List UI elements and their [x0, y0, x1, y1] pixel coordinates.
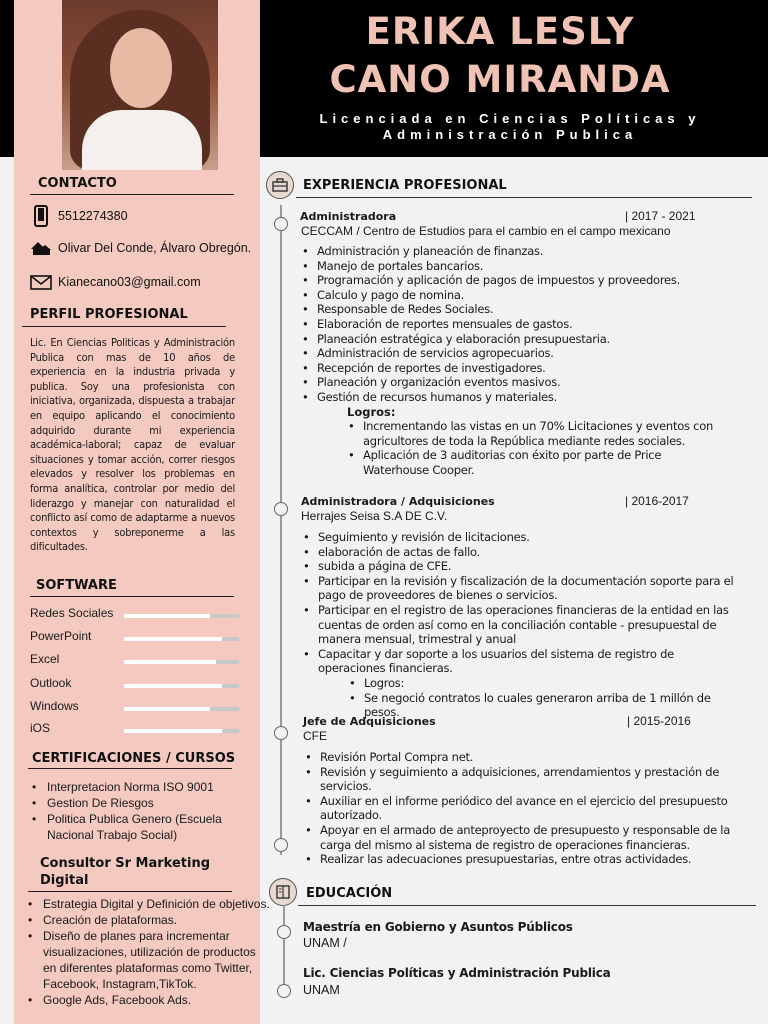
list-item: • Creación de plataformas.	[26, 912, 270, 928]
list-item: • Estrategia Digital y Definición de objetivos.	[26, 896, 270, 912]
list-item: • Planeación estratégica y elaboración presupuestaria.	[300, 332, 740, 347]
certifications-heading: CERTIFICACIONES / CURSOS	[32, 751, 236, 766]
skill-bar-fill	[124, 614, 210, 618]
timeline-dot	[277, 984, 291, 998]
list-item: • Calculo y pago de nomina.	[300, 288, 740, 303]
list-item: • Programación y aplicación de pagos de impuestos y proveedores.	[300, 273, 740, 288]
contact-heading: CONTACTO	[38, 176, 117, 191]
skill-bar-fill	[124, 637, 222, 641]
list-item: • Elaboración de reportes mensuales de gastos.	[300, 317, 740, 332]
job-company: Herrajes Seisa S.A DE C.V.	[301, 509, 448, 523]
software-heading: SOFTWARE	[36, 578, 117, 593]
software-label: Excel	[30, 652, 60, 666]
list-item: • Gestion De Riesgos	[30, 795, 240, 811]
list-item: • Manejo de portales bancarios.	[300, 259, 740, 274]
book-icon	[269, 878, 297, 906]
list-item: • Aplicación de 3 auditorias con éxito por parte de Price Waterhouse Cooper.	[346, 448, 726, 477]
list-item: • Realizar las adecuaciones presupuestarias, entre otras actividades.	[303, 852, 747, 867]
profile-divider	[22, 326, 226, 327]
achievements-list	[346, 419, 726, 477]
job-title: Administradora / Adquisiciones	[301, 495, 495, 508]
education-title: Lic. Ciencias Políticas y Administración Publica	[303, 966, 611, 980]
contact-phone	[30, 206, 128, 226]
phone-icon	[30, 206, 52, 226]
software-label: iOS	[30, 721, 51, 735]
list-item: • Auxiliar en el informe periódico del avance en el ejercicio del presupuesto autorizado.	[303, 794, 747, 823]
software-label: Outlook	[30, 676, 72, 690]
job-date: | 2016-2017	[625, 494, 689, 508]
profile-photo	[62, 0, 218, 170]
profile-text: Lic. En Ciencias Politicas y Administración Publica con mas de 10 años de experiencia en la industria privada y publica. Soy una profesionista con iniciativa, organizada, dispuesta a trabajar en equipo aplicando el conocimiento adquirido durante mi experiencia académica-laboral; capaz de evaluar situaciones y tomar acción, correr riesgos elevados y resolver los problemas en forma analítica, controlar por medio del liderazgo y manejar con naturalidad el conflicto así como de adaptarme a nuevos contextos y sobreponerme a las dificultades.	[30, 336, 235, 554]
profile-heading: PERFIL PROFESIONAL	[30, 307, 188, 322]
subtitle-line-1: Licenciada en Ciencias Políticas y	[319, 111, 701, 126]
mail-icon	[30, 272, 52, 292]
list-item: • Administración de servicios agropecuarios.	[300, 346, 740, 361]
timeline-line	[280, 205, 282, 855]
name-line-2: CANO MIRANDA	[329, 58, 671, 101]
skill-bar-track	[124, 729, 239, 733]
timeline-dot	[277, 925, 291, 939]
list-item: • Gestión de recursos humanos y materiales.	[300, 390, 740, 405]
job-company: CECCAM / Centro de Estudios para el cambio en el campo mexicano	[301, 224, 671, 238]
software-divider	[30, 596, 234, 597]
list-item: • Google Ads, Facebook Ads.	[26, 992, 270, 1008]
timeline-dot	[274, 217, 288, 231]
job-bullets	[301, 530, 743, 676]
software-label: Redes Sociales	[30, 606, 114, 620]
job-title: Administradora	[300, 210, 397, 223]
list-item: • subida a página de CFE.	[301, 559, 743, 574]
skill-bar-fill	[124, 729, 222, 733]
timeline-dot	[274, 838, 288, 852]
list-item: • Politica Publica Genero (Escuela Nacional Trabajo Social)	[30, 811, 240, 843]
list-item: • Participar en el registro de las operaciones financieras de la entidad en las cuentas de orden así como en la conciliación contable - presupuestal de manera mensual, trimestral y anual	[301, 603, 743, 647]
skill-bar-track	[124, 684, 239, 688]
marketing-list	[26, 896, 270, 1008]
timeline-line	[283, 905, 285, 993]
education-heading: EDUCACIÓN	[306, 886, 393, 901]
list-item: • Administración y planeación de finanzas.	[300, 244, 740, 259]
name-line-1: ERIKA LESLY	[365, 10, 635, 53]
education-school: UNAM	[303, 983, 340, 997]
list-item: • Recepción de reportes de investigadores.	[300, 361, 740, 376]
certifications-list	[30, 779, 240, 843]
list-item: • Logros:	[347, 676, 747, 691]
subtitle-line-2: Administración Publica	[382, 127, 638, 142]
job-company: CFE	[303, 729, 327, 743]
job-bullets	[303, 750, 747, 867]
home-icon	[30, 238, 52, 258]
software-label: Windows	[30, 699, 79, 713]
email-link[interactable]: Kianecano03@gmail.com	[58, 275, 201, 289]
skill-bar-fill	[124, 660, 216, 664]
skill-bar-track	[124, 707, 239, 711]
contact-divider	[30, 194, 234, 195]
experience-divider	[296, 197, 752, 198]
timeline-dot	[274, 502, 288, 516]
software-item	[30, 606, 245, 626]
education-divider	[298, 905, 756, 906]
contact-address	[30, 238, 251, 258]
job-title: Jefe de Adquisiciones	[303, 715, 436, 728]
software-label: PowerPoint	[30, 629, 92, 643]
phone-number[interactable]: 5512274380	[58, 209, 128, 223]
education-school: UNAM /	[303, 936, 347, 950]
job-date: | 2015-2016	[627, 714, 691, 728]
software-item	[30, 721, 245, 741]
address-text: Olivar Del Conde, Álvaro Obregón.	[58, 241, 252, 255]
software-item	[30, 676, 245, 696]
marketing-divider	[28, 891, 232, 892]
achievements-label: Logros:	[347, 405, 396, 419]
contact-email	[30, 272, 201, 292]
job-bullets	[300, 244, 740, 405]
list-item: • Apoyar en el armado de anteproyecto de presupuesto y responsable de la carga del mismo al sistema de registro de operaciones financieras.	[303, 823, 747, 852]
skill-bar-track	[124, 637, 239, 641]
list-item: • Responsable de Redes Sociales.	[300, 302, 740, 317]
timeline-dot	[274, 726, 288, 740]
list-item: • Diseño de planes para incrementar visualizaciones, utilización de productos en diferentes plataformas como Twitter, Facebook, Instagram,TikTok.	[26, 928, 270, 992]
list-item: • Capacitar y dar soporte a los usuarios del sistema de registro de operaciones financieras.	[301, 647, 743, 676]
list-item: • Revisión Portal Compra net.	[303, 750, 747, 765]
education-title: Maestría en Gobierno y Asuntos Públicos	[303, 920, 573, 934]
list-item: • Planeación y organización eventos masivos.	[300, 375, 740, 390]
certifications-divider	[28, 768, 232, 769]
marketing-heading-line-2: Digital	[40, 873, 89, 888]
briefcase-icon	[266, 171, 294, 199]
list-item: • Seguimiento y revisión de licitaciones.	[301, 530, 743, 545]
marketing-heading-line-1: Consultor Sr Marketing	[40, 856, 211, 871]
list-item: • Se negoció contratos lo cuales generaron arriba de 1 millón de pesos.	[347, 691, 747, 720]
skill-bar-fill	[124, 684, 222, 688]
software-item	[30, 652, 245, 672]
list-item: • Participar en la revisión y fiscalización de la documentación soporte para el pago de proveedores de bienes o servicios.	[301, 574, 743, 603]
list-item: • Interpretacion Norma ISO 9001	[30, 779, 240, 795]
software-item	[30, 699, 245, 719]
list-item: • elaboración de actas de fallo.	[301, 545, 743, 560]
list-item: • Incrementando las vistas en un 70% Licitaciones y eventos con agricultores de toda la República mediante redes sociales.	[346, 419, 726, 448]
skill-bar-fill	[124, 707, 210, 711]
skill-bar-track	[124, 660, 239, 664]
skill-bar-track	[124, 614, 239, 618]
software-item	[30, 629, 245, 649]
job-date: | 2017 - 2021	[625, 209, 696, 223]
experience-heading: EXPERIENCIA PROFESIONAL	[303, 178, 507, 193]
list-item: • Revisión y seguimiento a adquisiciones, arrendamientos y prestación de servicios.	[303, 765, 747, 794]
